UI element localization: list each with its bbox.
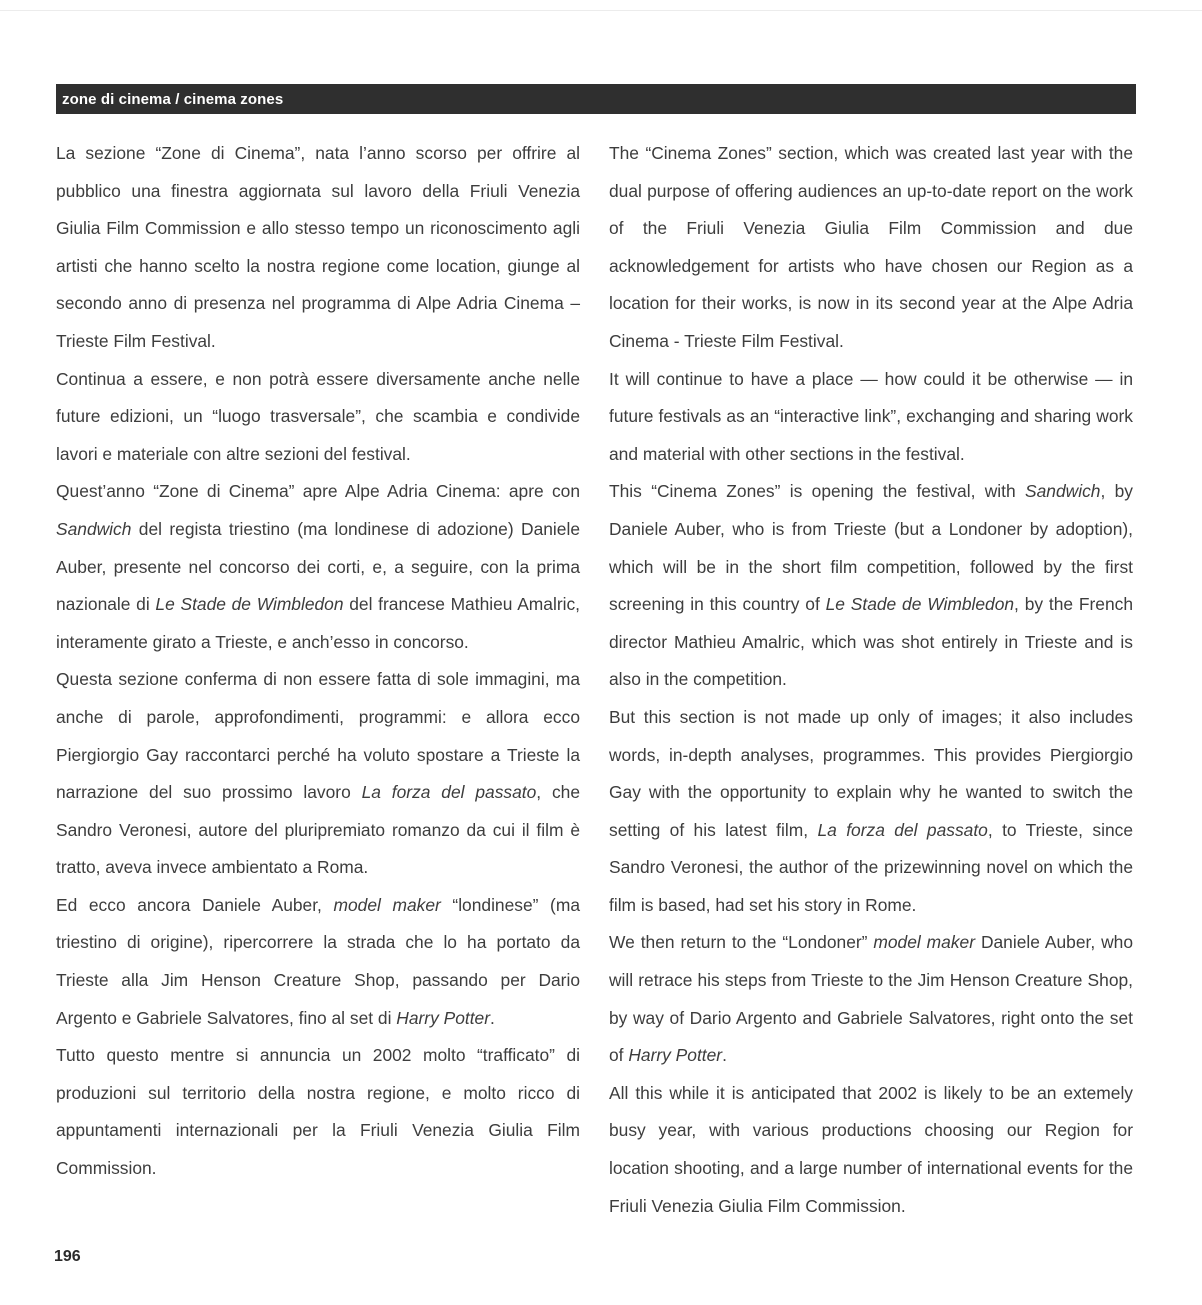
paragraph: [56, 1037, 580, 1187]
text-run: .: [722, 1045, 727, 1066]
text-run: , to Trieste, since Sandro Veronesi, the author of the prizewinning novel on which the film is based, had set his story in Rome.: [609, 819, 1134, 915]
text-run: Daniele Auber, who will retrace his steps from Trieste to the Jim Henson Creature Shop, by way of Dario Argento and Gabriele Salvatores, right onto the set of: [609, 932, 1134, 1066]
film-title: La forza del passato: [361, 782, 537, 803]
film-title: Le Stade de Wimbledon: [155, 594, 344, 615]
text-run: Ed ecco ancora Daniele Auber,: [56, 894, 334, 915]
film-title: La forza del passato: [817, 819, 988, 840]
paragraph: [609, 1075, 1133, 1225]
text-run: It will continue to have a place — how could it be otherwise — in future festivals as an “interactive link”, exchanging and sharing work and material with other sections in the festival.: [609, 368, 1133, 464]
film-title: Le Stade de Wimbledon: [825, 594, 1015, 615]
text-run: This “Cinema Zones” is opening the festival, with: [609, 481, 1026, 502]
text-run: .: [490, 1007, 495, 1028]
text-run: , by Daniele Auber, who is from Trieste (but a Londoner by adoption), which will be in the short film competition, followed by the first screening in this country of: [609, 481, 1133, 615]
film-title: Sandwich: [1025, 481, 1101, 502]
paragraph: [609, 473, 1133, 699]
paragraph: [609, 699, 1133, 925]
text-run: , che Sandro Veronesi, autore del pluripremiato romanzo da cui il film è tratto, aveva invece ambientato a Roma.: [56, 782, 581, 878]
text-run: Questa sezione conferma di non essere fatta di sole immagini, ma anche di parole, approfondimenti, programmi: e allora ecco Piergiorgio Gay raccontarci perché ha voluto spostare a Trieste la narrazione del suo prossimo lavoro: [56, 669, 580, 803]
paragraph: [56, 135, 580, 361]
paragraph: [609, 361, 1133, 474]
text-run: The “Cinema Zones” section, which was created last year with the dual purpose of offering audiences an up-to-date report on the work of the Friuli Venezia Giulia Film Commission and due acknowledgement for artists who have chosen our Region as a location for their works, is now in its second year at the Alpe Adria Cinema - Trieste Film Festival.: [609, 143, 1133, 351]
text-run: All this while it is anticipated that 2002 is likely to be an extemely busy year, with various productions choosing our Region for location shooting, and a large number of international events for the Friuli Venezia Giulia Film Commission.: [609, 1082, 1133, 1216]
paragraph: [56, 473, 580, 661]
film-title: Sandwich: [56, 518, 132, 539]
text-run: del regista triestino (ma londinese di adozione) Daniele Auber, presente nel concorso dei corti, e, a seguire, con la prima nazionale di: [56, 518, 580, 615]
top-divider: [0, 10, 1202, 11]
italic-term: model maker: [873, 932, 976, 953]
english-text-column: [609, 135, 1133, 1225]
italian-text-column: [56, 135, 580, 1188]
paragraph: [609, 135, 1133, 361]
text-run: Continua a essere, e non potrà essere diversamente anche nelle future edizioni, un “luogo trasversale”, che scambia e condivide lavori e materiale con altre sezioni del festival.: [56, 368, 580, 464]
page-number: 196: [54, 1248, 81, 1265]
paragraph: [56, 887, 580, 1037]
text-run: La sezione “Zone di Cinema”, nata l’anno scorso per offrire al pubblico una finestra aggiornata sul lavoro della Friuli Venezia Giulia Film Commission e allo stesso tempo un riconoscimento agli artisti che hanno scelto la nostra regione come location, giunge al secondo anno di presenza nel programma di Alpe Adria Cinema – Trieste Film Festival.: [56, 143, 580, 351]
text-run: But this section is not made up only of images; it also includes words, in-depth analyses, programmes. This provides Piergiorgio Gay with the opportunity to explain why he wanted to switch the setting of his latest film,: [609, 706, 1133, 840]
italic-term: model maker: [333, 894, 441, 915]
text-run: Tutto questo mentre si annuncia un 2002 molto “trafficato” di produzioni sul territorio della nostra regione, e molto ricco di appuntamenti internazionali per la Friuli Venezia Giulia Film Commission.: [56, 1045, 580, 1179]
section-title: zone di cinema / cinema zones: [62, 90, 284, 108]
section-header-bar: [56, 84, 1136, 114]
text-run: “londinese” (ma triestino di origine), ripercorrere la strada che lo ha portato da Trieste alla Jim Henson Creature Shop, passando per Dario Argento e Gabriele Salvatores, fino al set di: [56, 894, 580, 1028]
paragraph: [56, 361, 580, 474]
film-title: Harry Potter: [396, 1007, 491, 1028]
text-run: Quest’anno “Zone di Cinema” apre Alpe Adria Cinema: apre con: [56, 481, 580, 502]
film-title: Harry Potter: [628, 1045, 723, 1066]
text-run: , by the French director Mathieu Amalric, which was shot entirely in Trieste and is also in the competition.: [609, 594, 1133, 690]
paragraph: [56, 661, 580, 887]
text-run: del francese Mathieu Amalric, interamente girato a Trieste, e anch’esso in concorso.: [56, 594, 580, 652]
text-run: We then return to the “Londoner”: [609, 932, 874, 953]
paragraph: [609, 924, 1133, 1074]
